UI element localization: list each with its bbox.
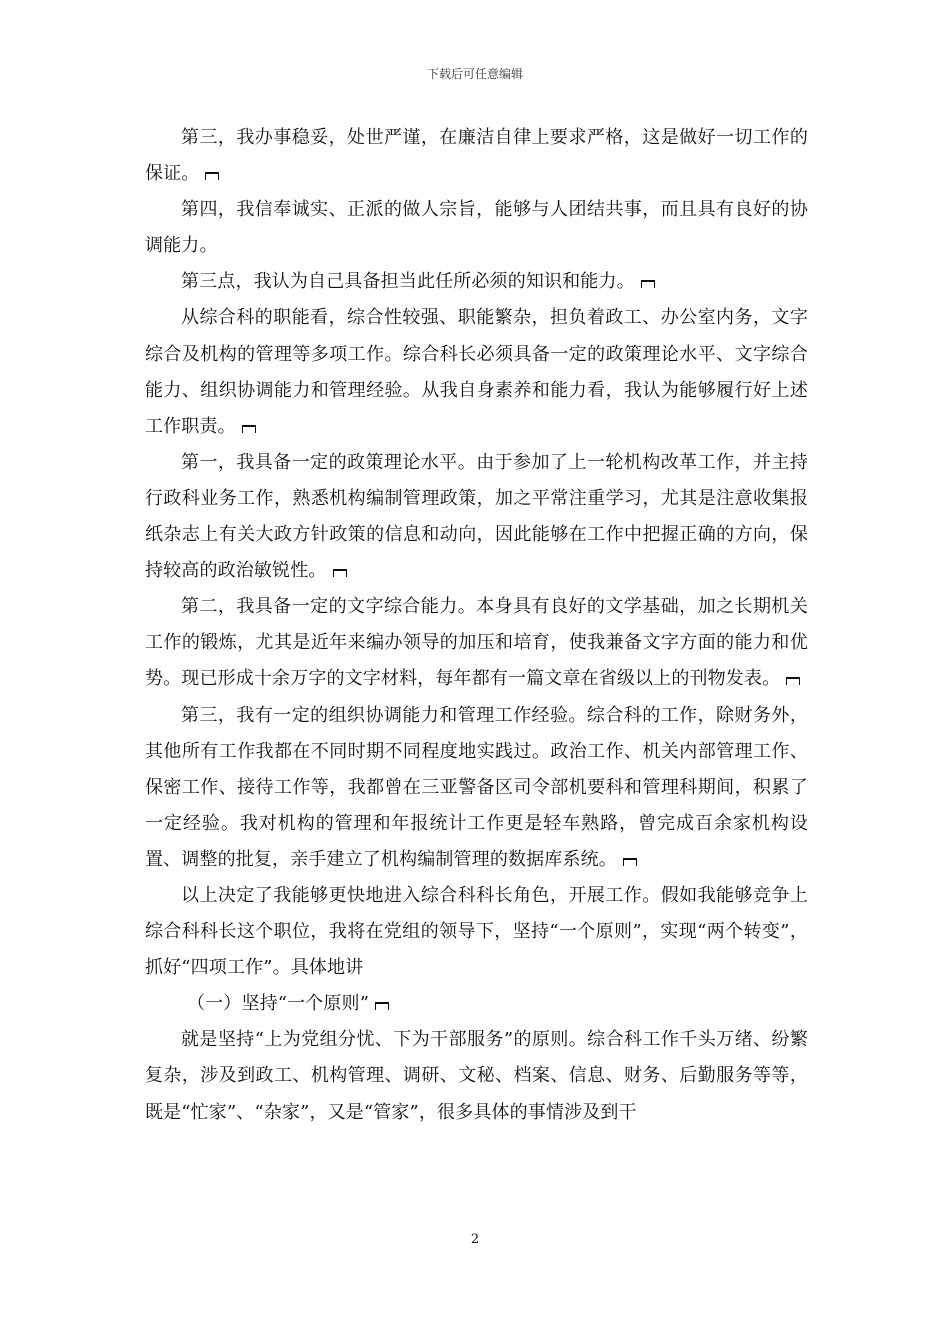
paragraph-mark-icon bbox=[205, 172, 219, 180]
paragraph-text: 第三点，我认为自己具备担当此任所必须的知识和能力。 bbox=[181, 271, 635, 293]
paragraph-10 bbox=[145, 1022, 808, 1130]
paragraph-text: 以上决定了我能够更快地进入综合科科长角色，开展工作。假如我能够竞争上综合科科长这个职位，我将在党组的领导下，坚持“一个原则”，实现“两个转变”，抓好“四项工作”。具体地讲 bbox=[145, 884, 808, 979]
paragraph-6 bbox=[145, 589, 808, 697]
paragraph-mark-icon bbox=[375, 1002, 389, 1010]
page-header: 下载后可任意编辑 bbox=[426, 67, 523, 81]
paragraph-text: 就是坚持“上为党组分忧、下为干部服务”的原则。综合科工作千头万绪、纷繁复杂，涉及到政工、机构管理、调研、文秘、档案、信息、财务、后勤服务等等，既是“忙家”、“杂家”，又是“管家”，很多具体的事情涉及到干 bbox=[145, 1029, 808, 1123]
paragraph-7 bbox=[145, 698, 808, 878]
paragraph-mark-icon bbox=[623, 858, 637, 866]
document-body bbox=[145, 120, 808, 1131]
paragraph-4 bbox=[145, 300, 808, 444]
paragraph-3 bbox=[145, 264, 808, 300]
paragraph-text: 从综合科的职能看，综合性较强、职能繁杂，担负着政工、办公室内务，文字综合及机构的管理等多项工作。综合科长必须具备一定的政策理论水平、文字综合能力、组织协调能力和管理经验。从我自身素养和能力看，我认为能够履行好上述工作职责。 bbox=[145, 307, 808, 437]
paragraph-1 bbox=[145, 120, 808, 192]
paragraph-mark-icon bbox=[641, 280, 655, 288]
paragraph-9 bbox=[145, 986, 808, 1022]
page-number: 2 bbox=[470, 1232, 480, 1247]
paragraph-text: （一）坚持“一个原则” bbox=[187, 993, 370, 1015]
paragraph-text: 第二，我具备一定的文字综合能力。本身具有良好的文学基础，加之长期机关工作的锻炼，尤其是近年来编办领导的加压和培育，使我兼备文字方面的能力和优势。现已形成十余万字的文字材料，每年都有一篇文章在省级以上的刊物发表。 bbox=[145, 596, 808, 690]
paragraph-text: 第三，我办事稳妥，处世严谨，在廉洁自律上要求严格，这是做好一切工作的保证。 bbox=[145, 127, 808, 185]
paragraph-text: 第三，我有一定的组织协调能力和管理工作经验。综合科的工作，除财务外，其他所有工作我都在不同时期不同程度地实践过。政治工作、机关内部管理工作、保密工作、接待工作等，我都曾在三亚警备区司令部机要科和管理科期间，积累了一定经验。我对机构的管理和年报统计工作更是轻车熟路，曾完成百余家机构设置、调整的批复，亲手建立了机构编制管理的数据库系统。 bbox=[145, 704, 808, 870]
paragraph-mark-icon bbox=[786, 677, 800, 685]
paragraph-2 bbox=[145, 192, 808, 264]
paragraph-text: 第四，我信奉诚实、正派的做人宗旨，能够与人团结共事，而且具有良好的协调能力。 bbox=[145, 199, 808, 257]
paragraph-text: 第一，我具备一定的政策理论水平。由于参加了上一轮机构改革工作，并主持行政科业务工作，熟悉机构编制管理政策，加之平常注重学习，尤其是注意收集报纸杂志上有关大政方针政策的信息和动向，因此能够在工作中把握正确的方向，保持较高的政治敏锐性。 bbox=[145, 451, 808, 582]
paragraph-mark-icon bbox=[242, 425, 256, 433]
paragraph-8 bbox=[145, 878, 808, 986]
paragraph-mark-icon bbox=[333, 569, 347, 577]
paragraph-5 bbox=[145, 445, 808, 589]
